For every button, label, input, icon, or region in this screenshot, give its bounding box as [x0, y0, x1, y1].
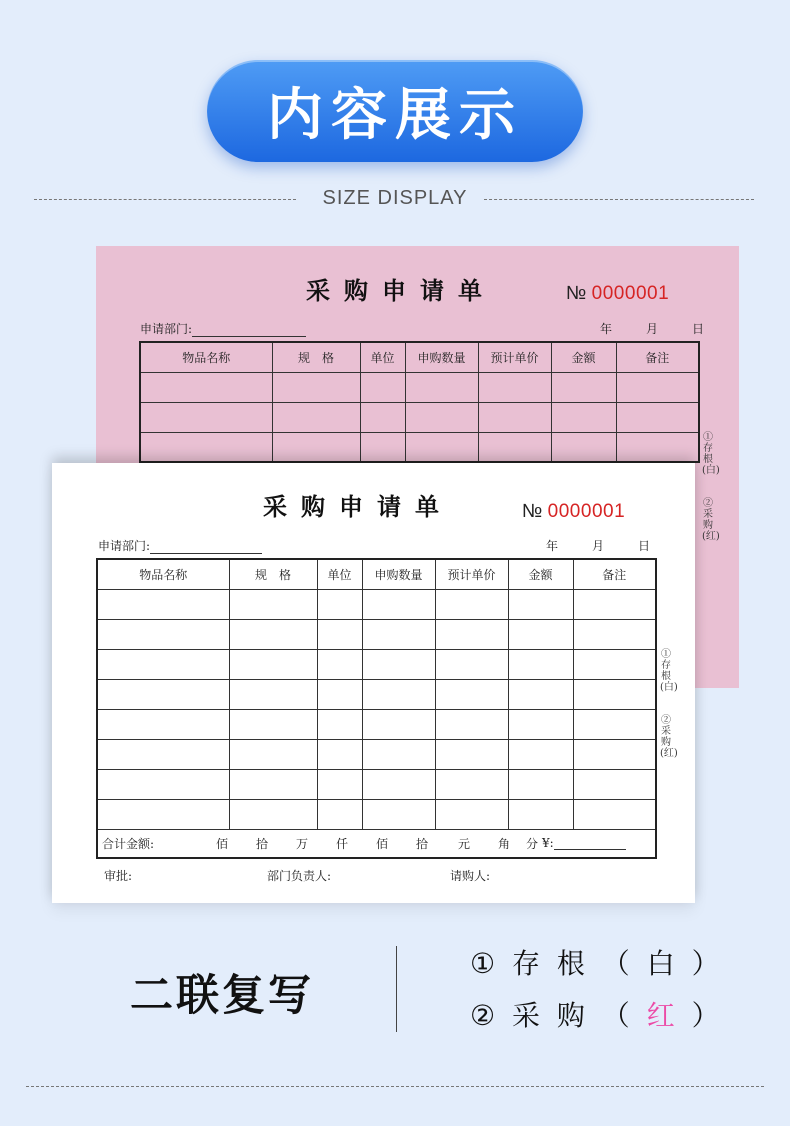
- yen-label: ¥:: [542, 836, 554, 851]
- copy2-label: [470, 994, 724, 1034]
- department-blank: [192, 324, 306, 337]
- table-row: [140, 432, 699, 462]
- approval-label: 审批:: [104, 869, 133, 883]
- copy1-prefix: ① 存 根 （: [470, 947, 647, 980]
- table-row: [97, 649, 656, 679]
- title-banner: [207, 60, 583, 162]
- table-row: [97, 589, 656, 619]
- copy1-side-note: ①存根(白): [702, 432, 720, 476]
- white-copy-form: [52, 463, 695, 903]
- number-sign: №: [566, 283, 587, 304]
- dashed-divider-right: [484, 199, 754, 200]
- table-header-row: [97, 559, 656, 589]
- form-title: 采购申请单: [306, 276, 496, 305]
- date-year: 年: [545, 539, 558, 553]
- table-row: [140, 402, 699, 432]
- column-header: 预计单价: [478, 342, 551, 372]
- form-number: [522, 501, 625, 523]
- date-month: 月: [645, 322, 658, 336]
- form-number: [566, 283, 669, 305]
- copy2-prefix: ② 采 购 （: [470, 999, 647, 1032]
- amount-blank: [554, 836, 626, 850]
- table-row: [97, 769, 656, 799]
- column-header: 规 格: [229, 559, 317, 589]
- department-label: 申请部门:: [98, 539, 151, 553]
- unit-label: 分: [526, 836, 539, 851]
- unit-label: 万: [296, 836, 309, 851]
- size-display-label: SIZE DISPLAY: [322, 187, 468, 209]
- date-field: [566, 320, 704, 337]
- total-amount-field: [102, 835, 650, 852]
- table-row: [97, 619, 656, 649]
- form-title: 采购申请单: [263, 492, 453, 521]
- table-row: [97, 739, 656, 769]
- form-number-value: 0000001: [591, 283, 670, 304]
- vertical-divider: [396, 946, 397, 1032]
- copy1-color: 白: [646, 947, 679, 980]
- column-header: 金额: [551, 342, 616, 372]
- copy2-side-note: ②采购(红): [660, 715, 678, 759]
- unit-label: 拾: [416, 836, 429, 851]
- table-row: [97, 709, 656, 739]
- date-day: 日: [637, 539, 650, 553]
- item-table: [139, 341, 700, 463]
- column-header: 金额: [508, 559, 573, 589]
- unit-label: 角: [498, 836, 511, 851]
- unit-label: 佰: [376, 836, 389, 851]
- copy1-suffix: ）: [678, 947, 724, 980]
- table-row: [97, 679, 656, 709]
- item-table: [96, 558, 657, 859]
- department-field: [98, 537, 262, 554]
- copies-label: 二联复写: [130, 971, 314, 1021]
- copy1-label: [470, 942, 724, 982]
- unit-label: 元: [458, 836, 471, 851]
- date-month: 月: [591, 539, 604, 553]
- unit-label: 仟: [336, 836, 349, 851]
- table-header-row: [140, 342, 699, 372]
- date-field: [512, 537, 650, 554]
- column-header: 单位: [317, 559, 362, 589]
- copy2-side-note: ②采购(红): [702, 498, 720, 542]
- department-label: 申请部门:: [140, 322, 193, 336]
- number-sign: №: [522, 501, 543, 522]
- requester-label: 请购人:: [450, 869, 491, 883]
- copy1-side-note: ①存根(白): [660, 649, 678, 693]
- column-header: 预计单价: [435, 559, 508, 589]
- total-row: [97, 829, 656, 858]
- unit-label: 佰: [216, 836, 229, 851]
- form-number-value: 0000001: [547, 501, 626, 522]
- table-row: [97, 799, 656, 829]
- dept-head-label: 部门负责人:: [267, 869, 332, 883]
- column-header: 申购数量: [362, 559, 435, 589]
- column-header: 物品名称: [97, 559, 229, 589]
- column-header: 单位: [360, 342, 405, 372]
- unit-label: 拾: [256, 836, 269, 851]
- column-header: 备注: [616, 342, 699, 372]
- page-title: 内容展示: [267, 83, 523, 148]
- column-header: 规 格: [272, 342, 360, 372]
- table-row: [140, 372, 699, 402]
- copy2-suffix: ）: [678, 999, 724, 1032]
- date-year: 年: [599, 322, 612, 336]
- column-header: 物品名称: [140, 342, 272, 372]
- copy2-color: 红: [646, 999, 679, 1032]
- department-blank: [150, 541, 262, 554]
- total-label: 合计金额:: [102, 836, 155, 851]
- dashed-divider-bottom: [26, 1086, 764, 1087]
- dashed-divider-left: [34, 199, 296, 200]
- column-header: 备注: [573, 559, 656, 589]
- column-header: 申购数量: [405, 342, 478, 372]
- date-day: 日: [691, 322, 704, 336]
- department-field: [140, 320, 306, 337]
